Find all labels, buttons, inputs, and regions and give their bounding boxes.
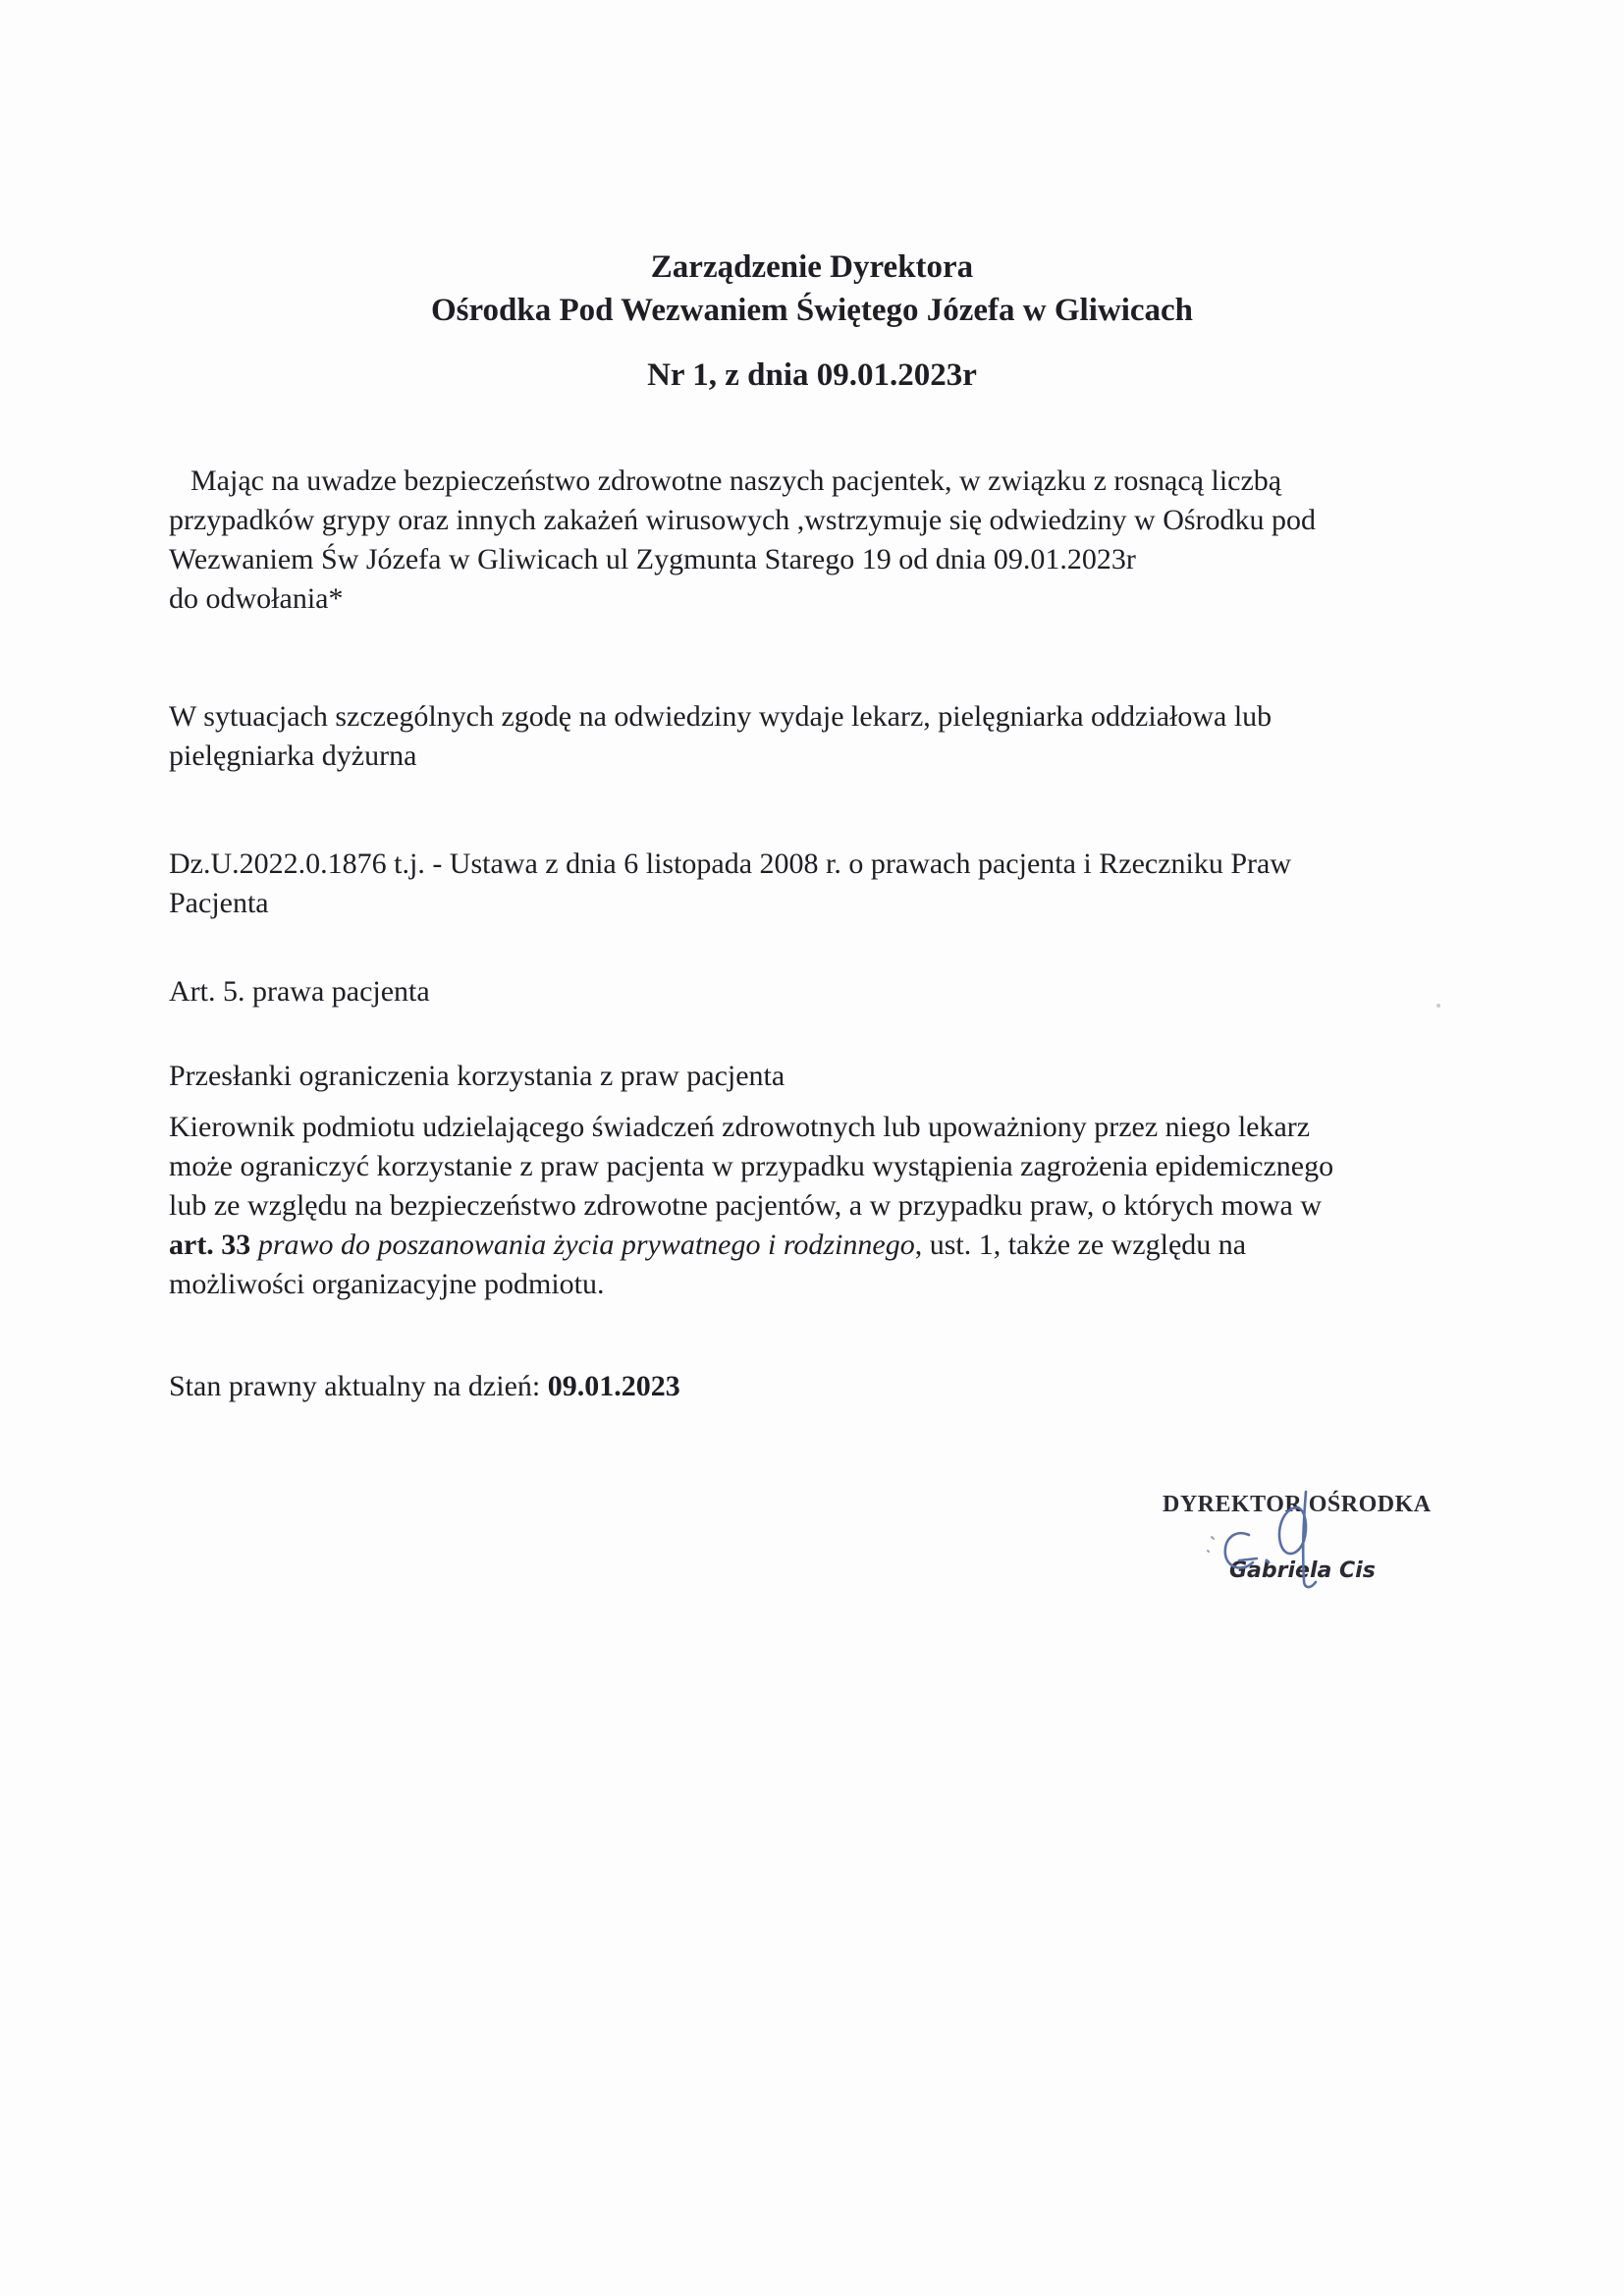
- restriction-paragraph: [169, 1108, 1485, 1304]
- body-line-2: może ograniczyć korzystanie z praw pacjenta w przypadku wystąpienia zagrożenia epidemicznego: [169, 1150, 1334, 1182]
- law-line-2: Pacjenta: [169, 887, 269, 919]
- stamp-name: Gabriela Cis: [1229, 1558, 1376, 1583]
- intro-line-3: Wezwaniem Św Józefa w Gliwicach ul Zygmunta Starego 19 od dnia 09.01.2023r: [169, 543, 1136, 575]
- body-line-5: możliwości organizacyjne podmiotu.: [169, 1268, 605, 1300]
- status-line: [169, 1367, 1485, 1406]
- special-situations-paragraph: [169, 697, 1485, 776]
- intro-line-1: Mając na uwadze bezpieczeństwo zdrowotne naszych pacjentek, w związku z rosnącą liczbą: [190, 465, 1282, 497]
- signature-block: [1129, 1478, 1453, 1606]
- law-reference-paragraph: [169, 845, 1485, 923]
- title-line-2: Ośrodka Pod Wezwaniem Świętego Józefa w Gliwicach: [430, 293, 1194, 328]
- title-line-1: Zarządzenie Dyrektora: [650, 249, 974, 285]
- law-line-1: Dz.U.2022.0.1876 t.j. - Ustawa z dnia 6 listopada 2008 r. o prawach pacjenta i Rzeczniku Praw: [169, 847, 1292, 880]
- grounds-text: Przesłanki ograniczenia korzystania z praw pacjenta: [169, 1060, 785, 1092]
- handwritten-signature: [1188, 1478, 1384, 1606]
- status-label: Stan prawny aktualny na dzień:: [169, 1370, 548, 1402]
- intro-paragraph: [169, 462, 1485, 619]
- special-line-1: W sytuacjach szczególnych zgodę na odwiedziny wydaje lekarz, pielęgniarka oddziałowa lub: [169, 700, 1272, 733]
- legal-status-line: [169, 1367, 1485, 1406]
- body-line-1: Kierownik podmiotu udzielającego świadczeń zdrowotnych lub upoważniony przez niego lekarz: [169, 1111, 1311, 1143]
- privacy-right-text: prawo do poszanowania życia prywatnego i rodzinnego: [250, 1229, 915, 1261]
- article-33-ref: art. 33: [169, 1229, 251, 1261]
- status-date: 09.01.2023: [547, 1370, 680, 1402]
- document-title: [0, 246, 1624, 332]
- article-5-heading: [169, 972, 1485, 1011]
- stamp-title: DYREKTOR OŚRODKA: [1163, 1492, 1432, 1517]
- body-line-4: [169, 1226, 1485, 1265]
- body-line-3: lub ze względu na bezpieczeństwo zdrowotne pacjentów, a w przypadku praw, o których mowa w: [169, 1189, 1323, 1222]
- grounds-heading: [169, 1057, 1485, 1096]
- intro-line-2: przypadków grypy oraz innych zakażeń wirusowych ,wstrzymuje się odwiedziny w Ośrodku pod: [169, 504, 1317, 536]
- document-number: [0, 354, 1624, 397]
- art5-text: Art. 5. prawa pacjenta: [169, 975, 430, 1008]
- intro-line-4: do odwołania*: [169, 582, 344, 615]
- body-line-4-rest: , ust. 1, także ze względu na: [914, 1229, 1247, 1261]
- number-line-text: Nr 1, z dnia 09.01.2023r: [647, 357, 977, 393]
- special-line-2: pielęgniarka dyżurna: [169, 739, 417, 772]
- scan-speck: [1436, 1004, 1440, 1008]
